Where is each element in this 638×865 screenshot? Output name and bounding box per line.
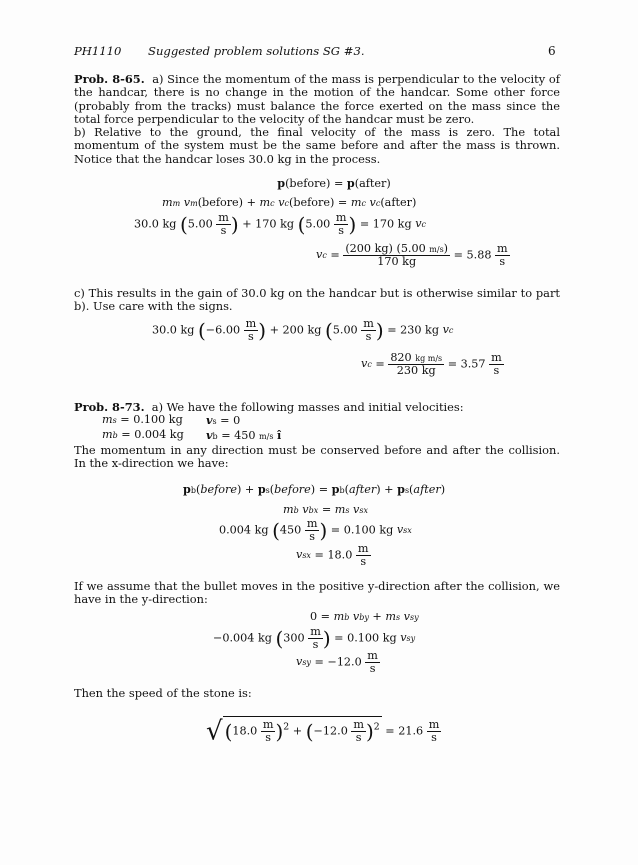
header-title: Suggested problem solutions SG #3. xyxy=(148,44,365,58)
prob-873-assume-text: If we assume that the bullet moves in the positive y-direction after the collision, we have in the y-direction: xyxy=(74,579,560,607)
prob-865-a-text: a) Since the momentum of the mass is perpendicular to the velocity of the handcar, there is no change in the motion of the handcar. Some other force (probably from the tracks) must balance the force exerted on the mass since the total force perpendicular to the velocity of the handcar must be zero. xyxy=(74,72,561,127)
equation-handcar-result: vc = $\frac{(200 kg) (5.00 m/s)}{170 kg}$ = 5.88 $\frac{m}{s}$ xyxy=(316,242,508,268)
mass-bullet: mb = 0.004 kg xyxy=(102,428,184,441)
equation-stone-speed: √ (18.0 $\frac{m}{s}$ )$^2$ + (−12.0 $\frac{m}{s}$ )$^2$ = 21.6 $\frac{m}{s}$ xyxy=(206,716,440,747)
prob-865-label: Prob. 8-65. xyxy=(74,72,145,86)
prob-865-part-a xyxy=(74,73,560,127)
equation-x-momentum: pb(before) + ps(before) = pb(after) + ps(after) xyxy=(183,482,446,496)
equation-y-result: vsy = −12.0 $\frac{m}{s}$ xyxy=(296,649,378,675)
prob-873-label: Prob. 8-73. xyxy=(74,400,145,414)
equation-part-c-result: vc = $\frac{\text{820 kg m/s}}{230 kg}$ = 3.57 $\frac{m}{s}$ xyxy=(361,351,502,377)
prob-873-speed-text: Then the speed of the stone is: xyxy=(74,686,252,700)
prob-873-momentum-text: The momentum in any direction must be conserved before and after the collision. In the x-direction we have: xyxy=(74,443,560,471)
equation-part-c-values: 30.0 kg (−6.00 $\frac{m}{s}$ ) + 200 kg (5.00 $\frac{m}{s}$ ) = 230 kg vc xyxy=(152,317,454,343)
equation-x-result: vsx = 18.0 $\frac{m}{s}$ xyxy=(296,542,369,568)
prob-865-part-b: b) Relative to the ground, the final velocity of the mass is zero. The total momentum of the system must be the same before and after the mass is thrown. Notice that the handcar loses 30.0 kg in the process. xyxy=(74,125,560,166)
equation-momentum-conservation: p(before) = p(after) xyxy=(277,176,391,190)
equation-y-momentum: 0 = mb vby + ms vsy xyxy=(310,610,419,623)
velocity-bullet: vb = 450 m/s î xyxy=(206,428,282,442)
page-number: 6 xyxy=(548,44,556,58)
equation-x-mass-velocity: mb vbx = ms vsx xyxy=(283,503,368,516)
prob-873-a-text: a) We have the following masses and initial velocities: xyxy=(151,400,464,414)
equation-x-values: 0.004 kg (450 $\frac{m}{s}$ ) = 0.100 kg vsx xyxy=(219,517,412,543)
header-course: PH1110 xyxy=(74,44,122,58)
velocity-stone: vs = 0 xyxy=(206,413,241,427)
mass-stone: ms = 0.100 kg xyxy=(102,413,183,426)
equation-handcar-values: 30.0 kg (5.00 $\frac{m}{s}$ ) + 170 kg (5.00 $\frac{m}{s}$ ) = 170 kg vc xyxy=(134,211,426,237)
equation-y-values: −0.004 kg (300 $\frac{m}{s}$ ) = 0.100 kg vsy xyxy=(213,625,416,651)
prob-865-part-c: c) This results in the gain of 30.0 kg on the handcar but is otherwise similar to part b). Use care with the signs. xyxy=(74,286,560,314)
equation-handcar-momentum: mm vm(before) + mc vc(before) = mc vc(after) xyxy=(162,196,417,209)
